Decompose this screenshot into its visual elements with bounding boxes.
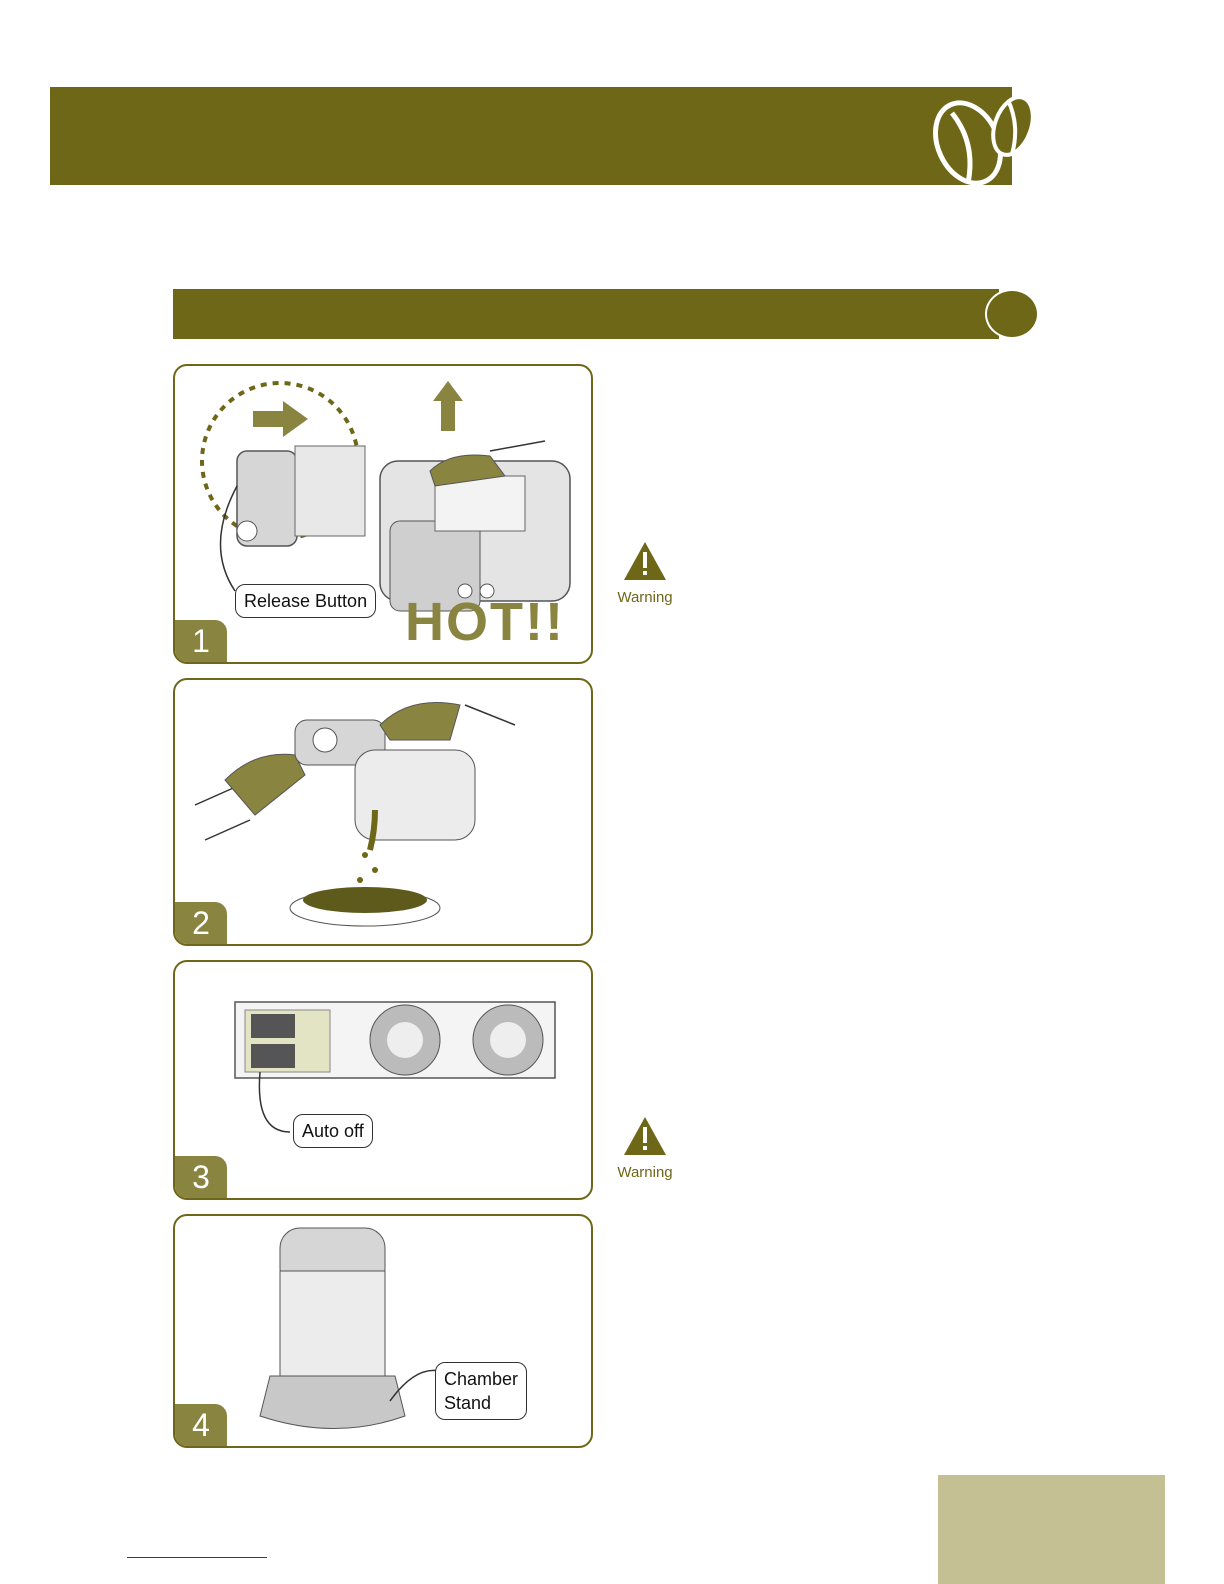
warning-label: Warning bbox=[617, 589, 673, 606]
step-4-illustration bbox=[175, 1216, 593, 1448]
auto-off-callout: Auto off bbox=[293, 1114, 373, 1148]
step-4-badge: 4 bbox=[175, 1404, 227, 1446]
step-1-badge: 1 bbox=[175, 620, 227, 662]
warning-triangle-icon bbox=[622, 1115, 668, 1157]
release-button-callout: Release Button bbox=[235, 584, 376, 618]
page-footer-block bbox=[938, 1475, 1165, 1584]
coffee-beans-icon bbox=[928, 88, 1040, 188]
chamber-stand-callout: Chamber Stand bbox=[435, 1362, 527, 1420]
warning-notice-2 bbox=[610, 1115, 680, 1181]
header-band bbox=[50, 87, 1012, 185]
section-title-bar bbox=[173, 289, 999, 339]
step-2-badge: 2 bbox=[175, 902, 227, 944]
step-1-panel bbox=[173, 364, 593, 664]
step-3-panel bbox=[173, 960, 593, 1200]
footer-link-underline[interactable] bbox=[127, 1557, 267, 1558]
step-4-panel bbox=[173, 1214, 593, 1448]
step-3-badge: 3 bbox=[175, 1156, 227, 1198]
step-2-illustration bbox=[175, 680, 593, 946]
step-2-panel bbox=[173, 678, 593, 946]
step-3-control-panel bbox=[175, 962, 593, 1200]
warning-triangle-icon bbox=[622, 540, 668, 582]
section-number-circle bbox=[985, 289, 1039, 339]
hot-warning-text: HOT!! bbox=[405, 592, 565, 652]
warning-notice-1 bbox=[610, 540, 680, 606]
warning-label: Warning bbox=[617, 1164, 673, 1181]
